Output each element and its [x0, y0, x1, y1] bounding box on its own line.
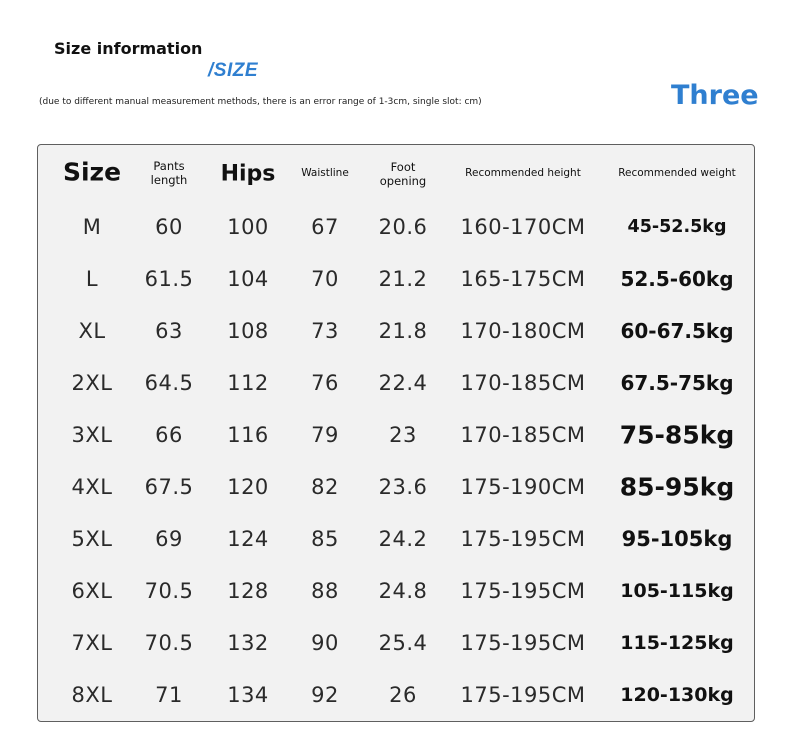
- cell-weight: 115-125kg: [620, 632, 734, 654]
- cell-weight: 105-115kg: [620, 580, 734, 602]
- cell-foot-opening: 24.2: [378, 527, 428, 551]
- size-table: [37, 144, 755, 722]
- measurement-note: (due to different manual measurement methods, there is an error range of 1-3cm, single slot: cm): [39, 97, 482, 107]
- cell-pants-length: 70.5: [144, 631, 194, 655]
- cell-size: 2XL: [71, 371, 113, 395]
- cell-foot-opening: 24.8: [378, 579, 428, 603]
- cell-waistline: 73: [311, 319, 339, 343]
- cell-waistline: 70: [311, 267, 339, 291]
- cell-size: 7XL: [71, 631, 113, 655]
- cell-pants-length: 64.5: [144, 371, 194, 395]
- size-tag: /SIZE: [208, 60, 259, 81]
- cell-foot-opening: 23.6: [378, 475, 428, 499]
- size-info-title: Size information: [54, 39, 203, 58]
- cell-hips: 104: [227, 267, 269, 291]
- cell-waistline: 90: [311, 631, 339, 655]
- cell-pants-length: 69: [155, 527, 183, 551]
- cell-height: 170-180CM: [460, 319, 586, 343]
- cell-pants-length: 67.5: [144, 475, 194, 499]
- cell-hips: 108: [227, 319, 269, 343]
- cell-hips: 112: [227, 371, 269, 395]
- cell-height: 170-185CM: [460, 423, 586, 447]
- cell-weight: 85-95kg: [619, 472, 735, 502]
- cell-waistline: 85: [311, 527, 339, 551]
- cell-size: 5XL: [71, 527, 113, 551]
- header-pants-length: Pants length: [150, 159, 188, 187]
- cell-hips: 134: [227, 683, 269, 707]
- cell-height: 170-185CM: [460, 371, 586, 395]
- cell-waistline: 82: [311, 475, 339, 499]
- cell-size: 3XL: [71, 423, 113, 447]
- cell-height: 160-170CM: [460, 215, 586, 239]
- header-waistline: Waistline: [301, 167, 349, 179]
- cell-waistline: 67: [311, 215, 339, 239]
- header-recommended-height: Recommended height: [465, 167, 581, 179]
- variant-label: Three: [671, 80, 759, 111]
- cell-height: 175-195CM: [460, 527, 586, 551]
- cell-foot-opening: 25.4: [378, 631, 428, 655]
- cell-weight: 52.5-60kg: [620, 267, 734, 291]
- cell-waistline: 88: [311, 579, 339, 603]
- cell-hips: 128: [227, 579, 269, 603]
- cell-hips: 124: [227, 527, 269, 551]
- cell-size: 8XL: [71, 683, 113, 707]
- cell-size: L: [85, 267, 99, 291]
- header-foot-opening: Foot opening: [379, 160, 427, 188]
- cell-pants-length: 66: [155, 423, 183, 447]
- cell-foot-opening: 21.2: [378, 267, 428, 291]
- cell-pants-length: 63: [155, 319, 183, 343]
- cell-height: 175-195CM: [460, 579, 586, 603]
- cell-waistline: 92: [311, 683, 339, 707]
- cell-foot-opening: 26: [389, 683, 417, 707]
- cell-foot-opening: 20.6: [378, 215, 428, 239]
- cell-weight: 60-67.5kg: [620, 319, 734, 343]
- cell-pants-length: 60: [155, 215, 183, 239]
- cell-height: 175-195CM: [460, 683, 586, 707]
- cell-height: 175-190CM: [460, 475, 586, 499]
- cell-waistline: 76: [311, 371, 339, 395]
- cell-hips: 132: [227, 631, 269, 655]
- cell-weight: 120-130kg: [620, 684, 734, 706]
- cell-foot-opening: 21.8: [378, 319, 428, 343]
- cell-hips: 120: [227, 475, 269, 499]
- cell-height: 175-195CM: [460, 631, 586, 655]
- header-size: Size: [62, 157, 122, 187]
- cell-hips: 100: [227, 215, 269, 239]
- cell-size: 6XL: [71, 579, 113, 603]
- cell-weight: 75-85kg: [619, 420, 735, 450]
- header-hips: Hips: [220, 161, 276, 187]
- cell-waistline: 79: [311, 423, 339, 447]
- cell-weight: 67.5-75kg: [620, 371, 734, 395]
- cell-pants-length: 70.5: [144, 579, 194, 603]
- header-recommended-weight: Recommended weight: [618, 167, 736, 179]
- cell-size: XL: [78, 319, 106, 343]
- cell-pants-length: 61.5: [144, 267, 194, 291]
- cell-pants-length: 71: [155, 683, 183, 707]
- cell-foot-opening: 22.4: [378, 371, 428, 395]
- cell-height: 165-175CM: [460, 267, 586, 291]
- cell-weight: 45-52.5kg: [627, 217, 727, 237]
- cell-size: 4XL: [71, 475, 113, 499]
- cell-foot-opening: 23: [389, 423, 417, 447]
- cell-size: M: [82, 215, 102, 239]
- cell-weight: 95-105kg: [621, 527, 733, 551]
- cell-hips: 116: [227, 423, 269, 447]
